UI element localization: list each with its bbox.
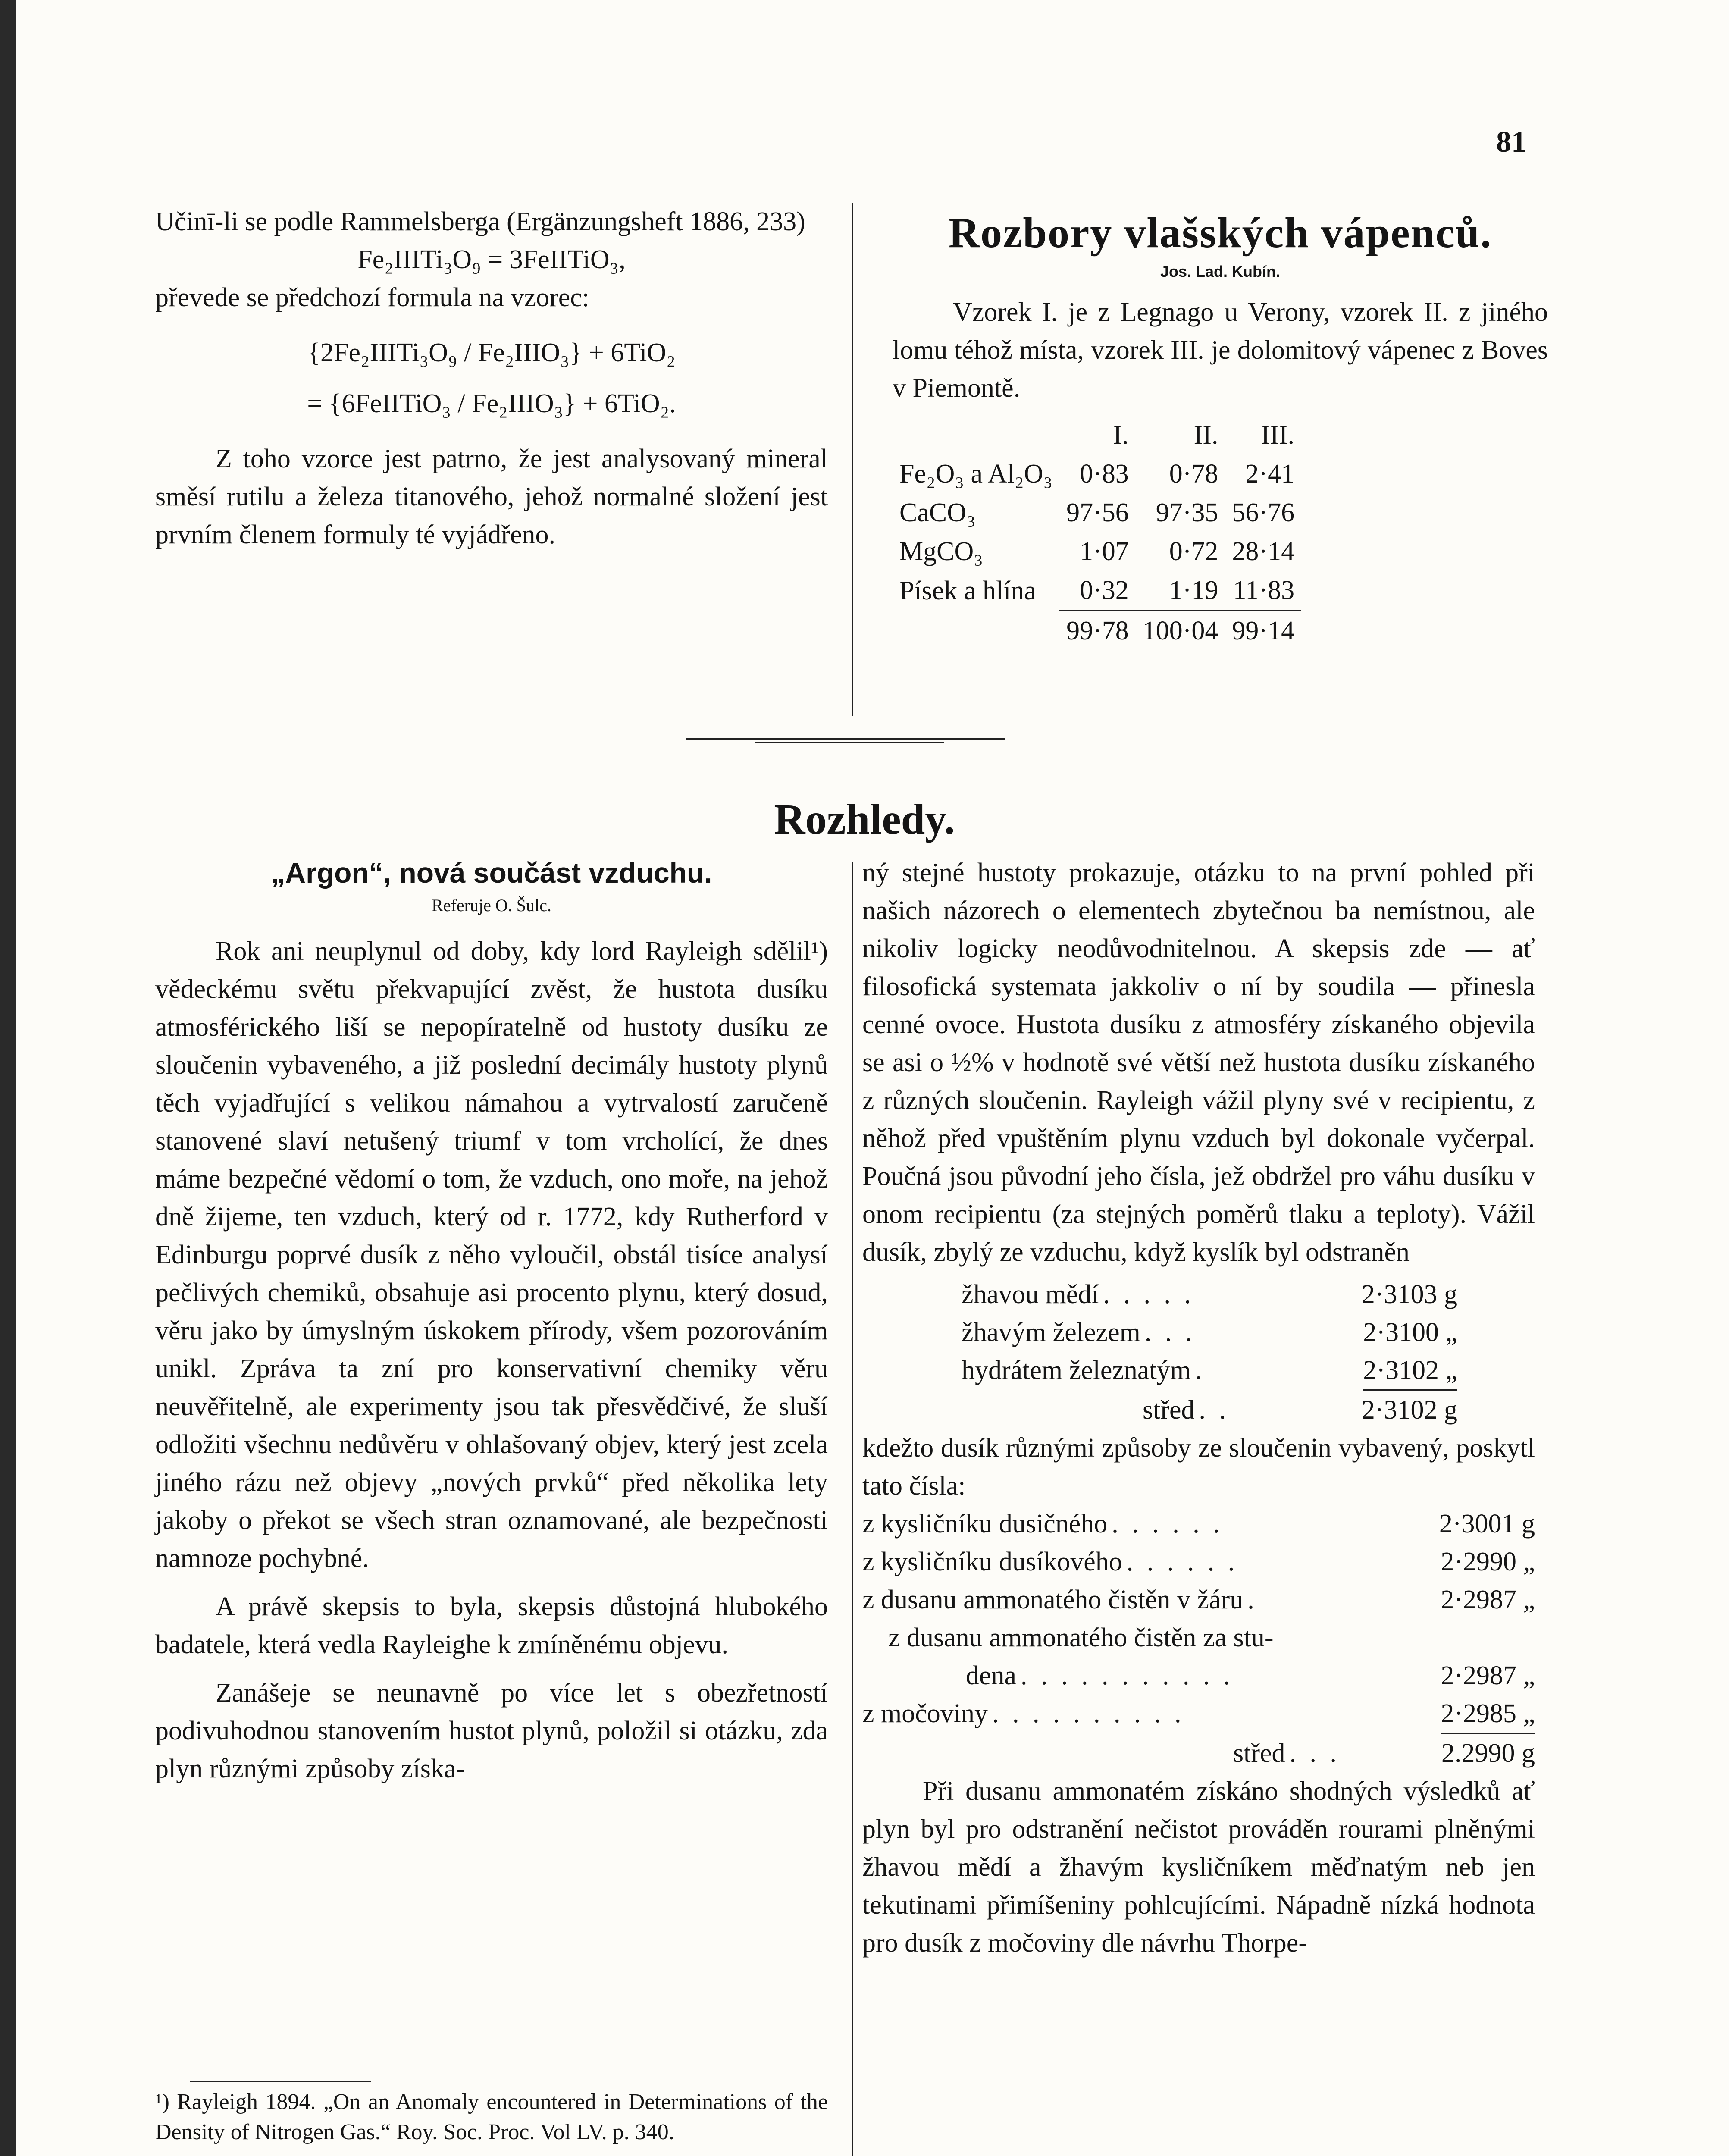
- article-paragraph: Rok ani neuplynul od doby, kdy lord Rayleigh sdělil¹) vědeckému světu překvapující zvěst, že hustota dusíku atmosférického liší se nepopíratelně od hustoty dusíku ze sloučenin vybaveného, a již poslední decimály hustoty plynů těch vyjadřující s velikou námahou a vytrvalostí zaručeně stanovené slaví netušený triumf v tom vrcholící, že dnes máme bezpečné vědomí o tom, že vzduch, ono moře, na jehož dně žijeme, ten vzduch, který od r. 1772, kdy Rutherford v Edinburgu poprvé dusík z něho vyloučil, obstál tisíce analysí pečlivých chemiků, obsahuje asi procento plynu, který dosud, věru jako by úmyslným úskokem přírody, všem pozorováním unikl. Zpráva ta zní pro konservativní chemiky věru neuvěřitelně, ale experimenty jsou tak přesvědčivé, že sluší odložiti všechnu nedůvěru v ohlašovaný objev, který jest zcela jiného rázu než objevy „nových prvků“ před několika lety jakoby o překot se všech stran oznamované, ale bezpečnosti namnoze pochybné.: [155, 937, 828, 1573]
- table-cell: 0·78: [1169, 459, 1218, 489]
- article-title: „Argon“, nová součást vzduchu.: [271, 857, 712, 889]
- measurement-label: žhavým železem: [962, 1318, 1140, 1347]
- table-cell: 28·14: [1232, 537, 1295, 566]
- table-cell: 99·78: [1059, 611, 1136, 650]
- measurement-label: z kysličníku dusičného: [862, 1509, 1108, 1539]
- leader-dots: . . . . . .: [1112, 1509, 1223, 1539]
- formula-lead: převede se předchozí formula na vzorec:: [155, 283, 589, 312]
- measurement-label: střed: [1143, 1395, 1195, 1425]
- measurement-value: 2·3102 „: [1363, 1351, 1457, 1391]
- table-cell: MgCO₃: [899, 537, 983, 566]
- section-separator: [686, 738, 1005, 740]
- table-cell: 0·83: [1080, 459, 1129, 489]
- measurement-list-compounds: [862, 1505, 1535, 1772]
- formula-2: {2Fe₂IIITi₃O₉ / Fe₂IIIO₃} + 6TiO₂: [307, 338, 676, 367]
- measurement-value: 2·2987 „: [1441, 1661, 1535, 1690]
- table-header-row: [893, 416, 1301, 454]
- table-cell: 11·83: [1233, 576, 1295, 605]
- measurement-row: [862, 1695, 1535, 1734]
- measurement-label: žhavou mědí: [962, 1280, 1099, 1309]
- table-cell: 99·14: [1225, 611, 1301, 650]
- measurement-list-air: [962, 1275, 1457, 1429]
- table-cell: 2·41: [1245, 459, 1295, 489]
- leader-dots: .: [1195, 1356, 1206, 1385]
- table-header: [893, 416, 1059, 454]
- table-cell: 0·72: [1169, 537, 1218, 566]
- right-top-column: [893, 207, 1548, 650]
- measurement-label: z močoviny: [862, 1699, 988, 1728]
- table-header: III.: [1261, 420, 1295, 450]
- measurement-label: z kysličníku dusíkového: [862, 1547, 1122, 1576]
- article-byline: Referuje O. Šulc.: [432, 896, 551, 915]
- leader-dots: . . .: [1144, 1318, 1196, 1347]
- table-cell: 100·04: [1136, 611, 1225, 650]
- measurement-mean-row: [962, 1391, 1457, 1429]
- table-cell: 97·35: [1156, 498, 1218, 527]
- table-cell: 97·56: [1066, 498, 1129, 527]
- measurement-row: [862, 1619, 1535, 1657]
- measurement-row: [862, 1505, 1535, 1543]
- intro-paragraph: Učinī-li se podle Rammelsberga (Ergänzungsheft 1886, 233): [155, 207, 805, 236]
- article-left-column: [155, 854, 828, 1788]
- formula-1: Fe₂IIITi₃O₉ = 3FeIITiO₃,: [357, 245, 626, 274]
- table-cell: 56·76: [1232, 498, 1295, 527]
- table-row: [893, 493, 1301, 532]
- measurement-value: 2·3001 g: [1439, 1509, 1535, 1539]
- table-cell: [893, 611, 1059, 650]
- conclusion-paragraph: Z toho vzorce jest patrno, že jest analysovaný mineral směsí rutilu a železa titanového, jehož normalné složení jest prvním členem formuly té vyjádřeno.: [155, 444, 828, 549]
- formula-3: = {6FeIITiO₃ / Fe₂IIIO₃} + 6TiO₂.: [307, 389, 676, 418]
- section-title: Rozhledy.: [774, 795, 955, 843]
- measurement-value: 2·2987 „: [1441, 1585, 1535, 1614]
- measurement-value: 2·3100 „: [1363, 1318, 1457, 1347]
- measurement-value: 2·2985 „: [1441, 1695, 1535, 1734]
- table-cell: 0·32: [1080, 576, 1129, 605]
- measurement-label: dena: [966, 1661, 1017, 1690]
- measurement-label: střed: [1233, 1739, 1285, 1768]
- article-paragraph: A právě skepsis to byla, skepsis důstojná hlubokého badatele, která vedla Rayleighe k zmíněnému objevu.: [155, 1592, 828, 1659]
- scan-edge: [0, 0, 16, 2156]
- measurement-value: 2.2990 g: [1441, 1739, 1535, 1768]
- article-paragraph: Při dusanu ammonatém získáno shodných výsledků ať plyn byl pro odstranění nečistot prováděn rourami plněnými žhavou mědí a žhavým kysličníkem měďnatým neb jen tekutinami přimíšeniny pohlcujícími. Nápadně nízká hodnota pro dusík z močoviny dle návrhu Thorpe-: [862, 1777, 1535, 1958]
- measurement-row: [862, 1657, 1535, 1695]
- table-cell: Fe₂O₃ a Al₂O₃: [899, 459, 1053, 489]
- page-number: 81: [1496, 125, 1526, 159]
- table-cell: 1·07: [1080, 537, 1129, 566]
- measurement-row: [962, 1275, 1457, 1313]
- measurement-row: [862, 1543, 1535, 1581]
- leader-dots: [1274, 1619, 1535, 1657]
- rozbory-intro: Vzorek I. je z Legnago u Verony, vzorek II. z jiného lomu téhož místa, vzorek III. je dolomitový vápenec z Boves v Piemontě.: [893, 298, 1548, 403]
- measurement-label: z dusanu ammonatého čistěn za stu-: [888, 1623, 1274, 1652]
- article-paragraph: ný stejné hustoty prokazuje, otázku to na první pohled při našich názorech o elementech zbytečnou ba nemístnou, ale nikoliv logicky neodůvodnitelnou. A skepsis zde — ať filosofická systemata jakkoliv o ní by soudila — přinesla cenné ovoce. Hustota dusíku z atmosféry získaného objevila se asi o ½% v hodnotě své větší než hustota dusíku získaného z různých sloučenin. Rayleigh vážil plyny své v recipientu, z něhož před vpuštěním plynu vzduch byl dokonale vyčerpal. Poučná jsou původní jeho čísla, jež obdržel pro váhu dusíku v onom recipientu (za stejných poměrů tlaku a teploty). Vážil dusík, zbylý ze vzduchu, když kyslík byl odstraněn: [862, 858, 1535, 1267]
- measurement-row: [862, 1581, 1535, 1619]
- measurement-value: 2·2990 „: [1441, 1547, 1535, 1576]
- rozbory-author: Jos. Lad. Kubín.: [1160, 263, 1280, 280]
- measurement-label: hydrátem železnatým: [962, 1356, 1191, 1385]
- table-cell: CaCO₃: [899, 498, 976, 527]
- table-cell: Písek a hlína: [899, 576, 1036, 605]
- article-paragraph: Zanášeje se neunavně po více let s obezřetností podivuhodnou stanovením hustot plynů, položil si otázku, zda plyn různými způsoby získa-: [155, 1678, 828, 1783]
- measurement-mean-row: [862, 1734, 1535, 1772]
- section-separator-short: [755, 742, 944, 743]
- measurement-label: z dusanu ammonatého čistěn v žáru: [862, 1585, 1244, 1614]
- table-total-row: [893, 611, 1301, 650]
- measurement-row: [962, 1351, 1457, 1391]
- leader-dots: . . .: [1289, 1739, 1341, 1768]
- leader-dots: .: [1247, 1585, 1258, 1614]
- rozbory-title: Rozbory vlašských vápenců.: [948, 209, 1492, 257]
- column-divider-top: [852, 203, 853, 716]
- table-row: [893, 454, 1301, 493]
- table-header: II.: [1193, 420, 1218, 450]
- leader-dots: . . . . .: [1103, 1280, 1195, 1309]
- leader-dots: . .: [1199, 1395, 1230, 1425]
- measurement-row: [962, 1313, 1457, 1351]
- article-right-column: [862, 854, 1535, 1962]
- leader-dots: . . . . . . . . . . .: [1021, 1661, 1234, 1690]
- table-header: I.: [1113, 420, 1129, 450]
- leader-dots: . . . . . . . . . .: [992, 1699, 1185, 1728]
- table-cell: 1·19: [1169, 576, 1218, 605]
- measurement-value: 2·3102 g: [1361, 1395, 1457, 1425]
- leader-dots: . . . . . .: [1126, 1547, 1238, 1576]
- table-row: [893, 571, 1301, 611]
- measurement-value: 2·3103 g: [1361, 1280, 1457, 1309]
- column-divider-bottom: [852, 862, 853, 2156]
- left-top-column: [155, 203, 828, 554]
- footnote: ¹) Rayleigh 1894. „On an Anomaly encountered in Determinations of the Density of Nitrogen Gas.“ Roy. Soc. Proc. Vol LV. p. 340.: [155, 2090, 828, 2144]
- table-row: [893, 532, 1301, 571]
- article-paragraph: kdežto dusík různými způsoby ze sloučenin vybavený, poskytl tato čísla:: [862, 1433, 1535, 1501]
- footnote-rule: [190, 2081, 371, 2082]
- analysis-table: [893, 416, 1301, 650]
